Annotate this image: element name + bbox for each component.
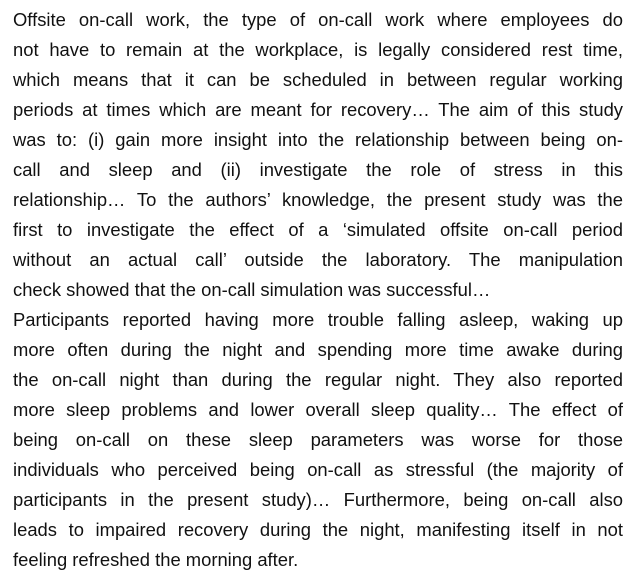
text-line: being on-call on these sleep parameters was worse for those bbox=[13, 429, 623, 450]
text-line: was to: (i) gain more insight into the relationship between being on- bbox=[13, 129, 623, 150]
text-line: the on-call night than during the regular night. They also reported bbox=[13, 369, 623, 390]
text-line: relationship… To the authors’ knowledge, the present study was the bbox=[13, 189, 623, 210]
text-line: call and sleep and (ii) investigate the role of stress in this bbox=[13, 159, 623, 180]
text-line: not have to remain at the workplace, is legally considered rest time, bbox=[13, 39, 623, 60]
text-line: participants in the present study)… Furthermore, being on-call also bbox=[13, 489, 623, 510]
text-line: individuals who perceived being on-call as stressful (the majority of bbox=[13, 459, 623, 480]
text-line: Participants reported having more trouble falling asleep, waking up bbox=[13, 309, 623, 330]
text-line: more sleep problems and lower overall sleep quality… The effect of bbox=[13, 399, 623, 420]
text-line: check showed that the on-call simulation was successful… bbox=[13, 279, 491, 300]
text-line: periods at times which are meant for recovery… The aim of this study bbox=[13, 99, 623, 120]
text-line: without an actual call’ outside the laboratory. The manipulation bbox=[13, 249, 623, 270]
text-line: Offsite on-call work, the type of on-call work where employees do bbox=[13, 9, 623, 30]
text-line: more often during the night and spending more time awake during bbox=[13, 339, 623, 360]
text-line: feeling refreshed the morning after. bbox=[13, 549, 299, 570]
text-line: leads to impaired recovery during the night, manifesting itself in not bbox=[13, 519, 623, 540]
text-line: which means that it can be scheduled in between regular working bbox=[13, 69, 623, 90]
text-line: first to investigate the effect of a ‘simulated offsite on-call period bbox=[13, 219, 623, 240]
document-excerpt bbox=[13, 5, 623, 575]
